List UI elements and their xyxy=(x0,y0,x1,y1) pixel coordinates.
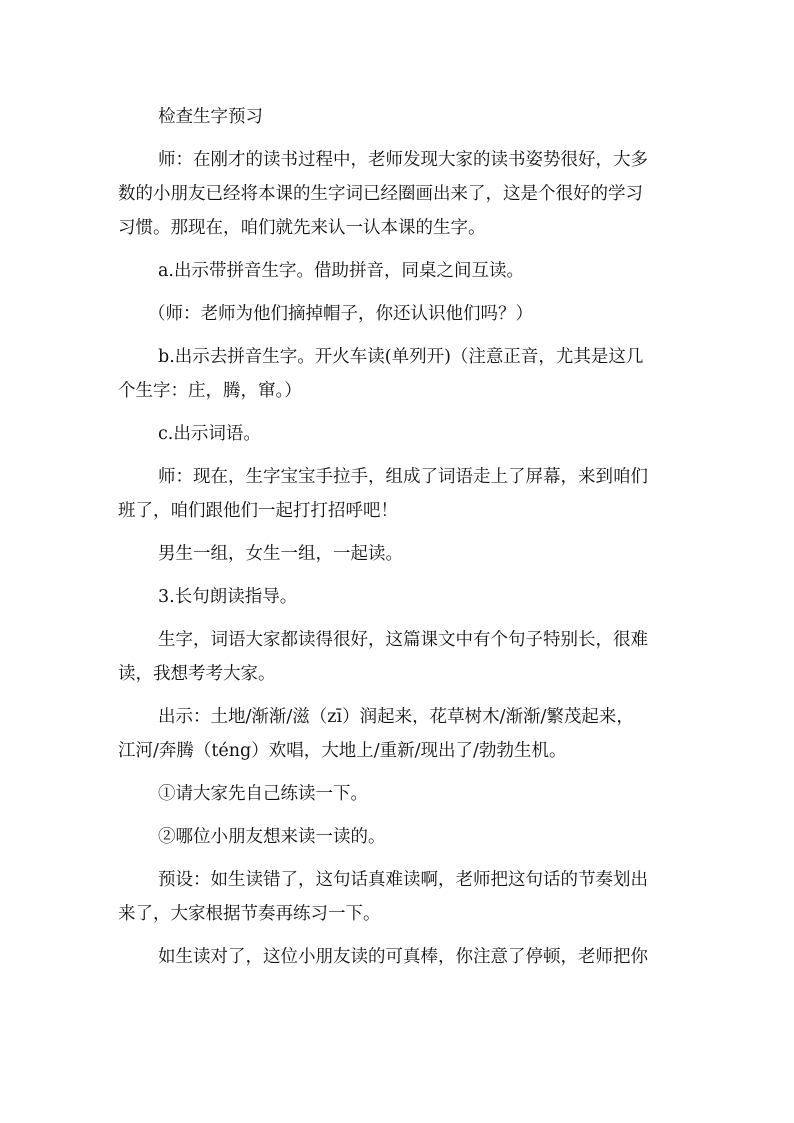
text-line: 生字，词语大家都读得很好，这篇课文中有个句子特别长，很难 xyxy=(158,630,648,650)
text-line: 预设：如生读错了，这句话真难读啊，老师把这句话的节奏划出 xyxy=(158,870,648,890)
text-line: 数的小朋友已经将本课的生字词已经圈画出来了，这是个很好的学习 xyxy=(118,184,643,204)
paragraph-section-3 xyxy=(118,580,694,614)
paragraph-step-b xyxy=(118,340,694,408)
paragraph-display-sentence xyxy=(118,700,694,768)
paragraph-step-c xyxy=(118,417,694,451)
text-line: （师：老师为他们摘掉帽子，你还认识他们吗？） xyxy=(148,304,533,324)
text-line: 如生读对了，这位小朋友读的可真棒，你注意了停顿，老师把你 xyxy=(158,947,648,967)
document-body xyxy=(118,100,694,983)
text-line: 来了，大家根据节奏再练习一下。 xyxy=(118,904,381,924)
paragraph-step-a xyxy=(118,254,694,288)
text-line: 读，我想考考大家。 xyxy=(118,664,276,684)
text-line: 班了，咱们跟他们一起打打招呼吧！ xyxy=(118,501,398,521)
text-line: 检查生字预习 xyxy=(158,107,263,127)
text-line: 江河/奔腾（téng）欢唱，大地上/重新/现出了/勃勃生机。 xyxy=(118,741,567,761)
text-line: 师：现在，生字宝宝手拉手，组成了词语走上了屏幕，来到咱们 xyxy=(158,467,648,487)
paragraph-teacher-intro xyxy=(118,143,694,245)
text-line: b.出示去拼音生字。开火车读(单列开)（注意正音，尤其是这几 xyxy=(158,347,644,367)
paragraph-group-reading xyxy=(118,537,694,571)
text-line: c.出示词语。 xyxy=(158,424,261,444)
text-line: 出示：土地/渐渐/滋（zī）润起来，花草树木/渐渐/繁茂起来， xyxy=(158,707,634,727)
text-line: 男生一组，女生一组，一起读。 xyxy=(158,544,403,564)
text-line: a.出示带拼音生字。借助拼音，同桌之间互读。 xyxy=(158,261,524,281)
text-line: ②哪位小朋友想来读一读的。 xyxy=(158,827,386,847)
text-line: 习惯。那现在，咱们就先来认一认本课的生字。 xyxy=(118,218,486,238)
paragraph-preset xyxy=(118,863,694,931)
paragraph-practice-1 xyxy=(118,777,694,811)
text-line: 师：在刚才的读书过程中，老师发现大家的读书姿势很好，大多 xyxy=(158,150,648,170)
paragraph-teacher-note xyxy=(118,297,694,331)
paragraph-long-sentence-intro xyxy=(118,623,694,691)
text-line: ①请大家先自己练读一下。 xyxy=(158,784,368,804)
text-line: 3.长句朗读指导。 xyxy=(158,587,298,607)
paragraph-correct-reading xyxy=(118,940,694,974)
paragraph-practice-2 xyxy=(118,820,694,854)
paragraph-teacher-words xyxy=(118,460,694,528)
text-line: 个生字：庄，腾，窜。） xyxy=(118,381,302,401)
paragraph-heading xyxy=(118,100,694,134)
